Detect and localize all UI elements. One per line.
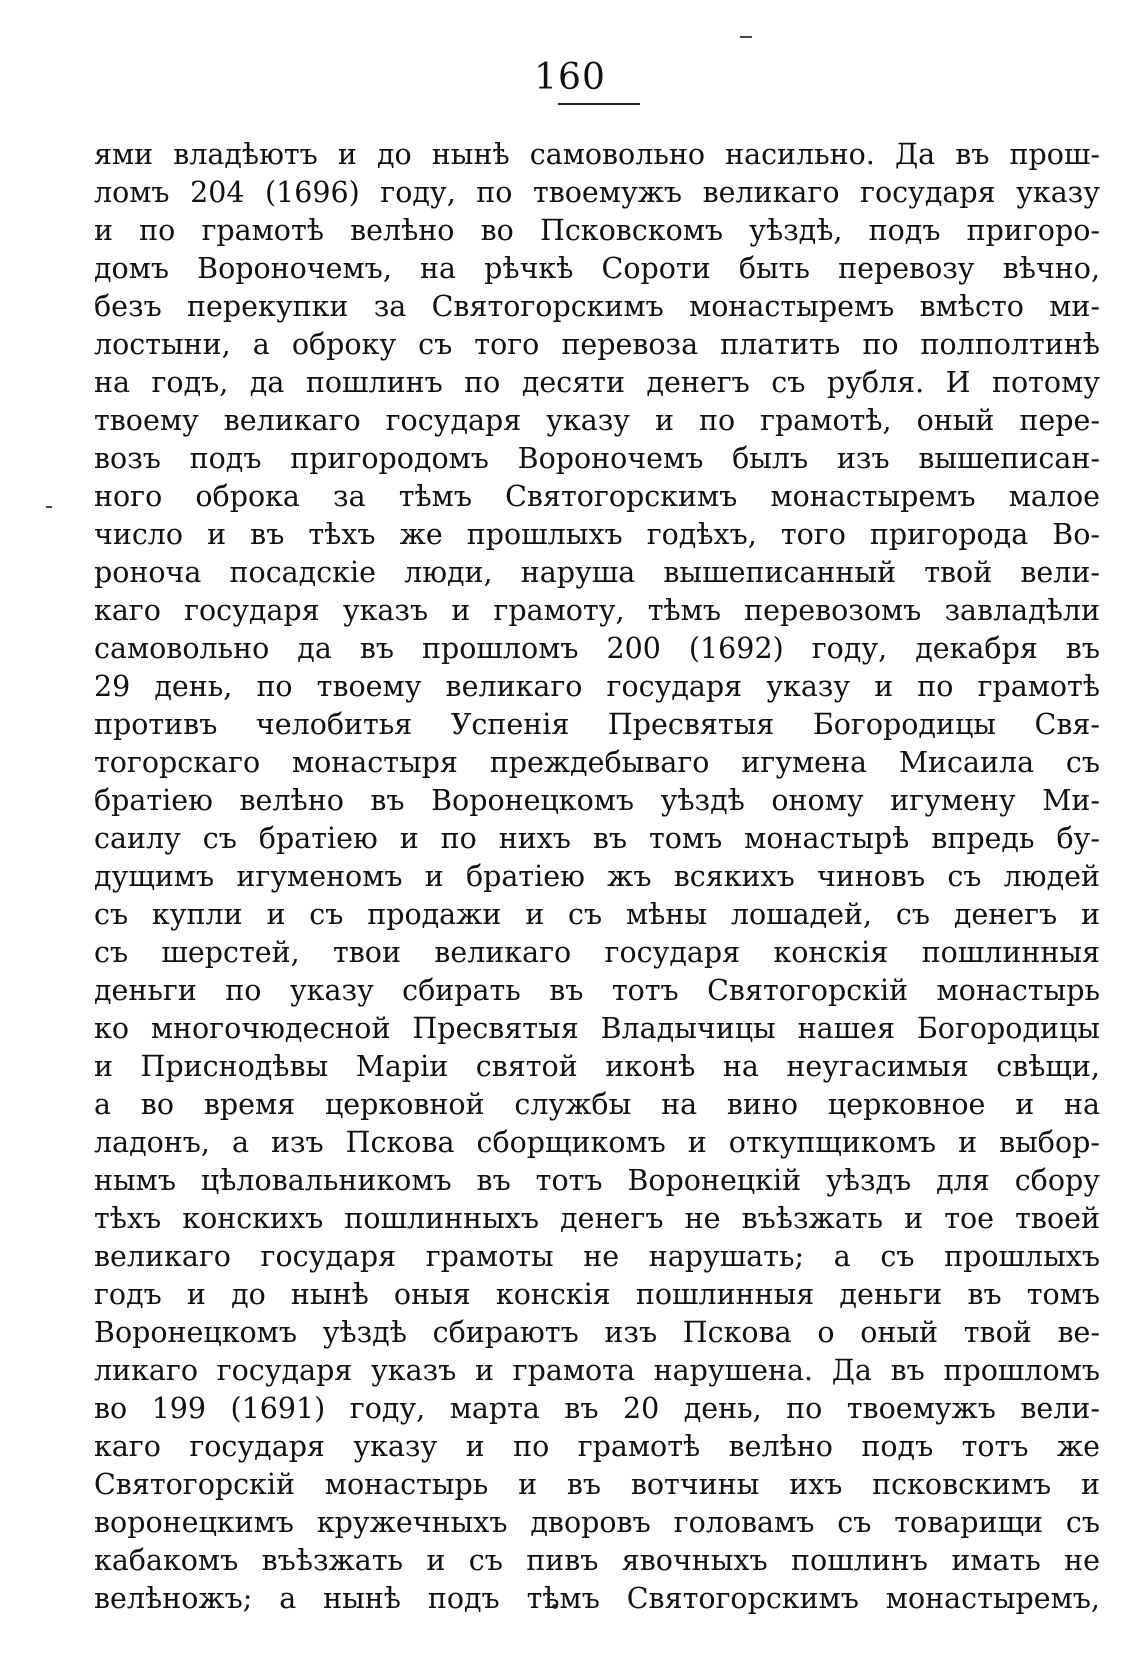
text-line: ликаго государя указъ и грамота нарушена. Да въ прошломъ xyxy=(94,1354,1100,1387)
text-line: съ купли и съ продажи и съ мѣны лошадей, съ денегъ и xyxy=(94,898,1100,931)
text-line: число и въ тѣхъ же прошлыхъ годѣхъ, того пригорода Во- xyxy=(94,518,1100,551)
text-line: ного оброка за тѣмъ Святогорскимъ монастыремъ малое xyxy=(94,480,1100,513)
text-line: возъ подъ пригородомъ Вороночемъ былъ изъ вышеписан- xyxy=(94,442,1100,475)
text-line: кабакомъ въѣзжать и съ пивъ явочныхъ пошлинъ имать не xyxy=(94,1544,1100,1577)
text-line: Воронецкомъ уѣздѣ сбираютъ изъ Пскова о оный твой ве- xyxy=(94,1316,1100,1349)
page-number: 160 xyxy=(534,57,606,98)
text-line: лостыни, а оброку съ того перевоза платить по полполтинѣ xyxy=(94,328,1100,361)
text-line: роноча посадскіе люди, наруша вышеписанный твой вели- xyxy=(94,556,1100,589)
text-line: противъ челобитья Успенія Пресвятыя Богородицы Свя- xyxy=(94,708,1100,741)
text-line: деньги по указу сбирать въ тотъ Святогорскій монастырь xyxy=(94,974,1100,1007)
stray-mark-left xyxy=(46,506,52,508)
text-line: Святогорскій монастырь и въ вотчины ихъ псковскимъ и xyxy=(94,1468,1100,1501)
text-line: дущимъ игуменомъ и братіею жъ всякихъ чиновъ съ людей xyxy=(94,860,1100,893)
text-line: саилу съ братіею и по нихъ въ томъ монастырѣ впредь бу- xyxy=(94,822,1100,855)
text-line: годъ и до нынѣ оныя конскія пошлинныя деньги въ томъ xyxy=(94,1278,1100,1311)
text-line: а во время церковной службы на вино церковное и на xyxy=(94,1088,1100,1121)
text-line: ко многочюдесной Пресвятыя Владычицы нашея Богородицы xyxy=(94,1012,1100,1045)
text-line: каго государя указу и по грамотѣ велѣно подъ тотъ же xyxy=(94,1430,1100,1463)
text-line: и Приснодѣвы Маріи святой иконѣ на неугасимыя свѣщи, xyxy=(94,1050,1100,1083)
body-text xyxy=(94,136,1100,1618)
text-line: ломъ 204 (1696) году, по твоемужъ великаго государя указу xyxy=(94,176,1100,209)
text-line: ладонъ, а изъ Пскова сборщикомъ и откупщикомъ и выбор- xyxy=(94,1126,1100,1159)
stray-mark-top xyxy=(740,36,752,38)
text-line: съ шерстей, твои великаго государя конскія пошлинныя xyxy=(94,936,1100,969)
text-line: безъ перекупки за Святогорскимъ монастыремъ вмѣсто ми- xyxy=(94,290,1100,323)
text-line: тѣхъ конскихъ пошлинныхъ денегъ не въѣзжать и тое твоей xyxy=(94,1202,1100,1235)
text-line: братіею велѣно въ Воронецкомъ уѣздѣ оному игумену Ми- xyxy=(94,784,1100,817)
text-line: велѣножъ; а нынѣ подъ тѣмъ Святогорскимъ монастыремъ, xyxy=(94,1582,1100,1615)
text-line: твоему великаго государя указу и по грамотѣ, оный пере- xyxy=(94,404,1100,437)
text-line: тогорскаго монастыря преждебываго игумена Мисаила съ xyxy=(94,746,1100,779)
text-line: во 199 (1691) году, марта въ 20 день, по твоемужъ вели- xyxy=(94,1392,1100,1425)
text-line: воронецкимъ кружечныхъ дворовъ головамъ съ товарищи съ xyxy=(94,1506,1100,1539)
text-line: великаго государя грамоты не нарушать; а съ прошлыхъ xyxy=(94,1240,1100,1273)
text-line: нымъ цѣловальникомъ въ тотъ Воронецкій уѣздъ для сбору xyxy=(94,1164,1100,1197)
page-number-rule xyxy=(558,103,640,105)
text-line: самовольно да въ прошломъ 200 (1692) году, декабря въ xyxy=(94,632,1100,665)
text-line: 29 день, по твоему великаго государя указу и по грамотѣ xyxy=(94,670,1100,703)
text-line: ями владѣютъ и до нынѣ самовольно насильно. Да въ прош- xyxy=(94,138,1100,171)
text-line: и по грамотѣ велѣно во Псковскомъ уѣздѣ, подъ пригоро- xyxy=(94,214,1100,247)
text-line: каго государя указъ и грамоту, тѣмъ перевозомъ завладѣли xyxy=(94,594,1100,627)
text-line: домъ Вороночемъ, на рѣчкѣ Сороти быть перевозу вѣчно, xyxy=(94,252,1100,285)
text-line: на годъ, да пошлинъ по десяти денегъ съ рубля. И потому xyxy=(94,366,1100,399)
